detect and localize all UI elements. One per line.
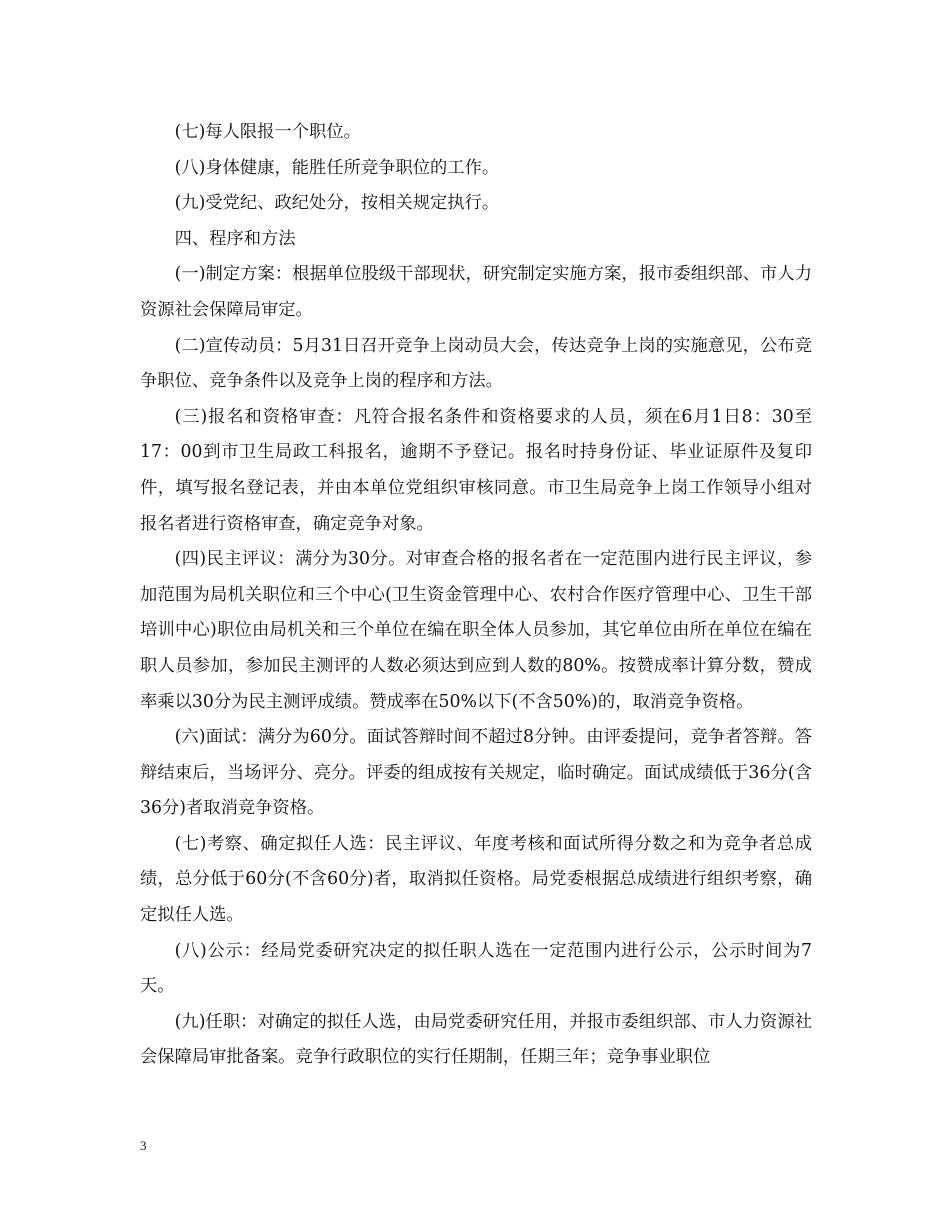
page-number: 3 — [140, 1138, 147, 1153]
paragraph: (六)面试：满分为60分。面试答辩时间不超过8分钟。由评委提问，竞争者答辩。答辩结束后，当场评分、亮分。评委的组成按有关规定，临时确定。面试成绩低于36分(含36分)者取消竞争资格。 — [140, 727, 812, 819]
document-body — [140, 115, 812, 1076]
paragraph: (三)报名和资格审查：凡符合报名条件和资格要求的人员，须在6月1日8：30至17：00到市卫生局政工科报名，逾期不予登记。报名时持身份证、毕业证原件及复印件，填写报名登记表，并由本单位党组织审核同意。市卫生局竞争上岗工作领导小组对报名者进行资格审查，确定竞争对象。 — [140, 406, 812, 534]
paragraph: (八)公示：经局党委研究决定的拟任职人选在一定范围内进行公示，公示时间为7天。 — [140, 940, 812, 997]
paragraph: (九)受党纪、政纪处分，按相关规定执行。 — [174, 193, 500, 214]
paragraph: (七)考察、确定拟任人选：民主评议、年度考核和面试所得分数之和为竞争者总成绩，总分低于60分(不含60分)者，取消拟任资格。局党委根据总成绩进行组织考察，确定拟任人选。 — [140, 833, 812, 926]
paragraph: (一)制定方案：根据单位股级干部现状，研究制定实施方案，报市委组织部、市人力资源社会保障局审定。 — [140, 264, 812, 320]
section-heading: 四、程序和方法 — [174, 228, 296, 249]
paragraph: (四)民主评议：满分为30分。对审查合格的报名者在一定范围内进行民主评议，参加范围为局机关职位和三个中心(卫生资金管理中心、农村合作医疗管理中心、卫生干部培训中心)职位由局机关和三个单位在编在职全体人员参加，其它单位由所在单位在编在职人员参加，参加民主测评的人数必须达到应到人数的80%。按赞成率计算分数，赞成率乘以30分为民主测评成绩。赞成率在50%以下(不含50%)的，取消竞争资格。 — [140, 549, 812, 712]
paragraph: (九)任职：对确定的拟任人选，由局党委研究任用，并报市委组织部、市人力资源社会保障局审批备案。竞争行政职位的实行任期制，任期三年；竞争事业职位 — [140, 1011, 812, 1068]
paragraph: (七)每人限报一个职位。 — [174, 122, 361, 142]
paragraph: (八)身体健康，能胜任所竞争职位的工作。 — [174, 157, 500, 178]
paragraph: (二)宣传动员：5月31日召开竞争上岗动员大会，传达竞争上岗的实施意见，公布竞争职位、竞争条件以及竞争上岗的程序和方法。 — [140, 335, 812, 392]
